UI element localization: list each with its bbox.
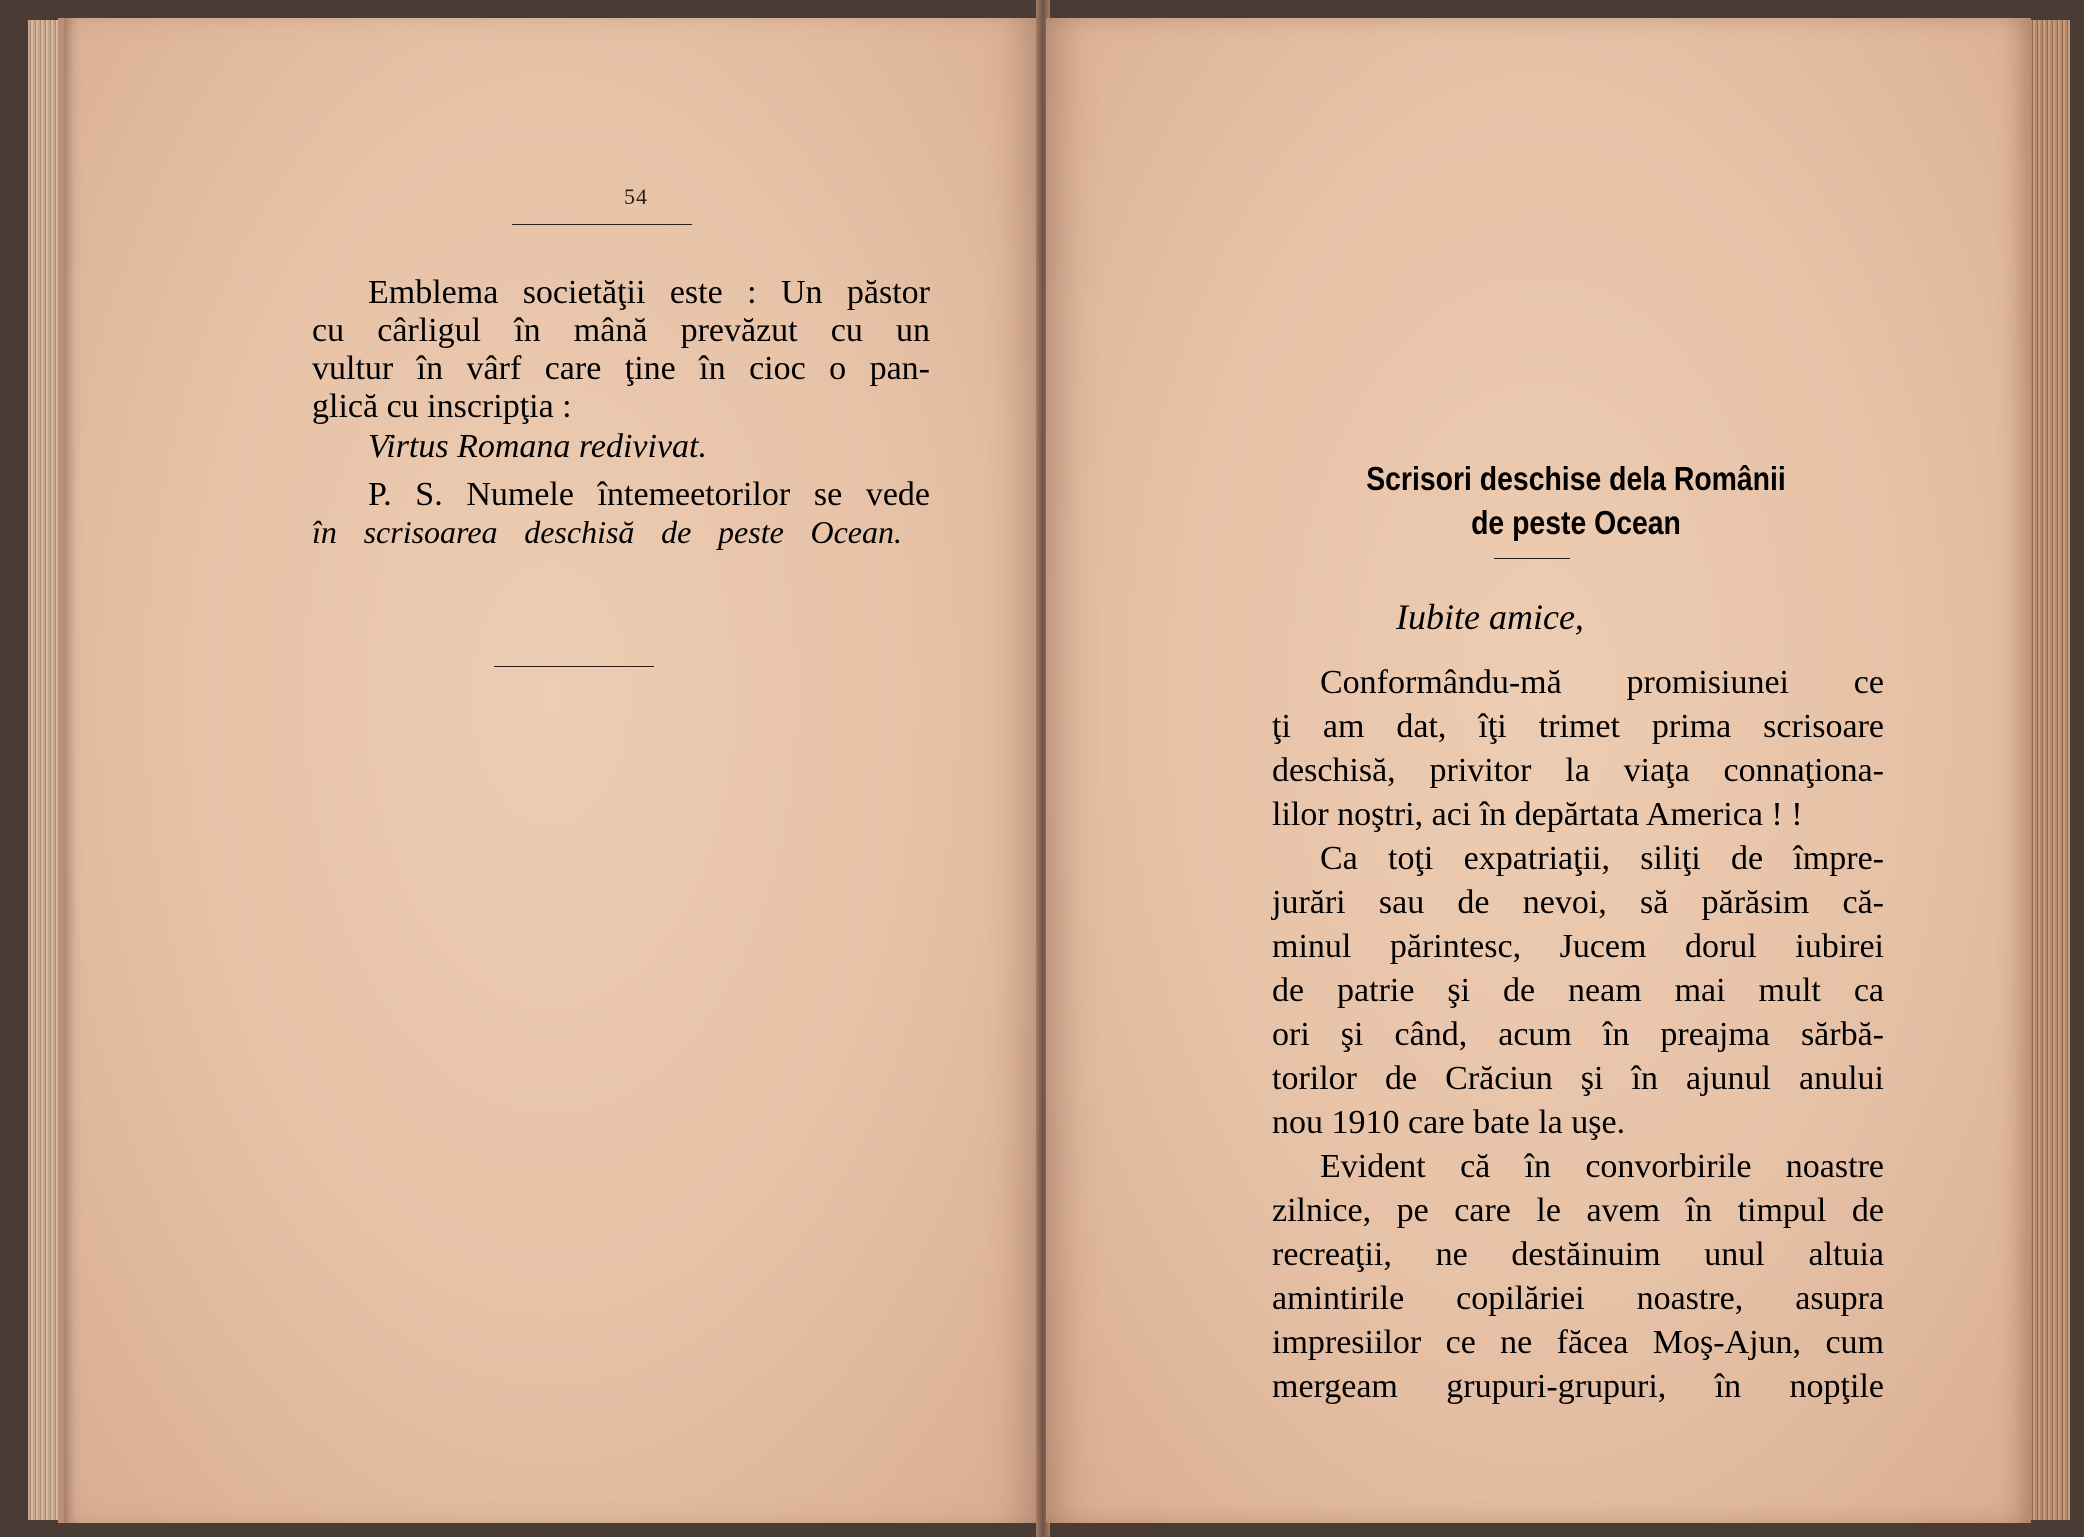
text-line: P. S. Numele întemeetorilor se vede bbox=[368, 476, 930, 513]
text-line: vultur în vârf care ţine în cioc o pan- bbox=[312, 350, 930, 387]
text-line: ţi am dat, îţi trimet prima scrisoare bbox=[1272, 708, 1884, 745]
chapter-heading: de peste Ocean bbox=[1471, 504, 1681, 541]
text-line: torilor de Crăciun şi în ajunul anului bbox=[1272, 1060, 1884, 1097]
page-edges-right bbox=[2030, 20, 2070, 1520]
text-line: glică cu inscripţia : bbox=[312, 388, 572, 425]
text-line: impresiilor ce ne făcea Moş-Ajun, cum bbox=[1272, 1324, 1884, 1361]
text-line: cu cârligul în mână prevăzut cu un bbox=[312, 312, 930, 349]
page-edges-left bbox=[28, 20, 60, 1520]
text-line: Evident că în convorbirile noastre bbox=[1320, 1148, 1884, 1185]
text-line: deschisă, privitor la viaţa connaţiona- bbox=[1272, 752, 1884, 789]
text-line: nou 1910 care bate la uşe. bbox=[1272, 1104, 1626, 1141]
page-number: 54 bbox=[624, 184, 648, 209]
text-line: amintirile copilăriei noastre, asupra bbox=[1272, 1280, 1884, 1317]
text-line: zilnice, pe care le avem în timpul de bbox=[1272, 1192, 1884, 1229]
text-line: Conformându-mă promisiunei ce bbox=[1320, 664, 1884, 701]
text-line: mergeam grupuri-grupuri, în nopţile bbox=[1272, 1368, 1884, 1405]
text-line: în scrisoarea deschisă de peste Ocean. bbox=[312, 514, 902, 550]
text-line: ori şi când, acum în preajma sărbă- bbox=[1272, 1016, 1884, 1053]
text-line: lilor noştri, aci în depărtata America ! ! bbox=[1272, 796, 1803, 833]
salutation: Iubite amice, bbox=[1396, 597, 1584, 637]
heading-rule bbox=[1494, 558, 1570, 559]
end-rule bbox=[494, 666, 654, 667]
text-line: minul părintesc, Jucem dorul iubirei bbox=[1272, 928, 1884, 965]
header-rule bbox=[512, 224, 692, 225]
right-page bbox=[1046, 18, 2031, 1523]
text-line: jurări sau de nevoi, să părăsim că- bbox=[1272, 884, 1884, 921]
text-line: de patrie şi de neam mai mult ca bbox=[1272, 972, 1884, 1009]
text-line: Ca toţi expatriaţii, siliţi de împre- bbox=[1320, 840, 1884, 877]
text-line: Emblema societăţii este : Un păstor bbox=[368, 274, 930, 311]
chapter-heading: Scrisori deschise dela Românii bbox=[1366, 460, 1786, 497]
motto-line: Virtus Romana redivivat. bbox=[368, 428, 708, 465]
text-line: recreaţii, ne destăinuim unul altuia bbox=[1272, 1236, 1884, 1273]
left-page bbox=[58, 18, 1038, 1523]
